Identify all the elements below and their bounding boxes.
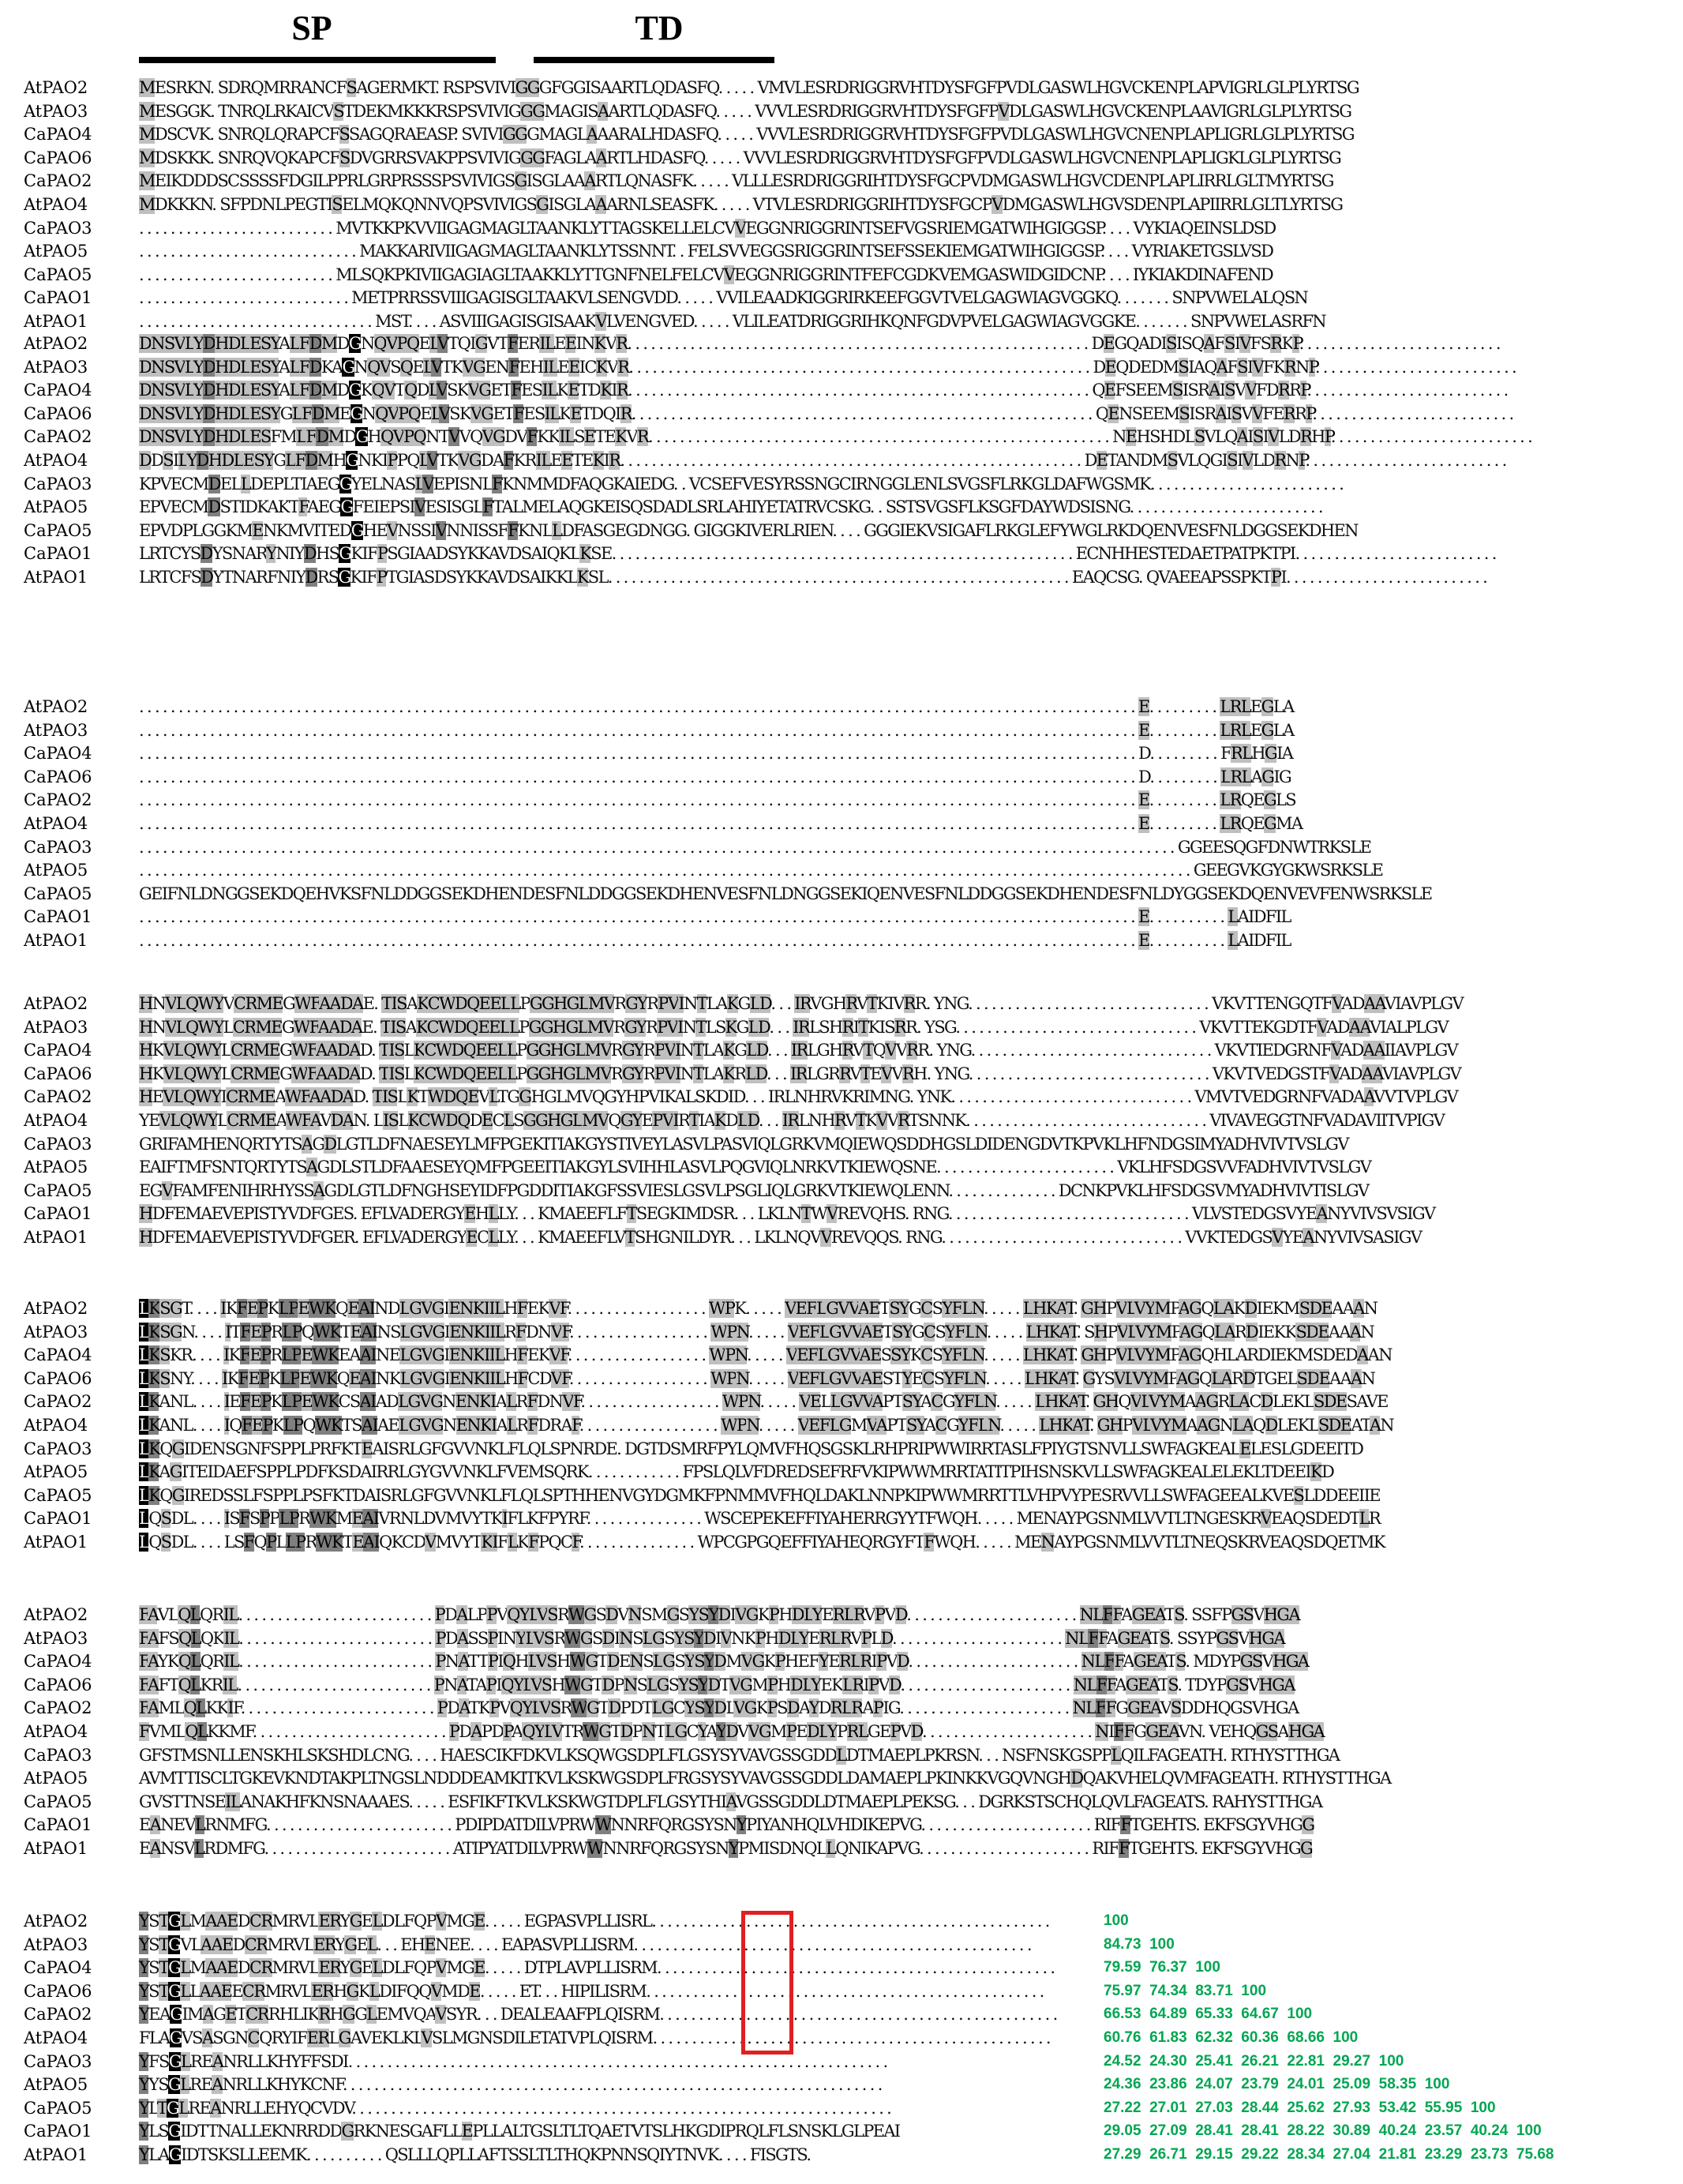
- sequence-text: . . . . . . . . . . . . . . . . . . . . . . . . . . . . MAKKARIVIIGAGMAGLTAANKLYTSSNNT. . FELSVVEGGSRIGGRINTSEFSSEKIEMGATWIHGIGGSP. . . . VYRIAKETGSLVSD: [139, 242, 1273, 261]
- domain-bar-sp: [139, 57, 496, 63]
- sequence-text: LKSKR. . . . IKFEPRLPEWKEAAINELGVGIENKIILHFEKVF. . . . . . . . . . . . . . . . . . WPN. . . . . VEFLGVVAESSYKCSYFLN. . . . . LHKAT. GHPVLVYMPAGQHLARDIEKMSDEDAAN: [139, 1345, 1392, 1365]
- sequence-name: CaPAO2: [24, 790, 92, 810]
- sequence-text: EPVDPLGGKMENKMVITEDGHEVNSSIVNNISSFFKNLLDFASGEGDNGG. GIGGKIVERLRIEN. . . . GGGIEKVSIGAFLRKGLEFYWGLRKDQENVESFNLDGGSEKDHEN: [139, 520, 1358, 540]
- sequence-name: AtPAO3: [24, 357, 88, 377]
- sequence-text: . . . . . . . . . . . . . . . . . . . . . . . . . . . . . . . . . . . . . . . . . . . . . . . . . . . . . . . . . . . . . . . . . . . . . . . . . . . . . . . . . . . . . . . . . . . . . . . . . . . . . . . . . . . . . . . . . . . . . . . . . . . . . . . E. . . . . . . . . . LAIDFIL: [139, 931, 1291, 950]
- sequence-text: GEIFNLDNGGSEKDQEHVKSFNLDDGGSEKDHENDESFNLDDGGSEKDHENVESFNLDNGGSEKIQENVESFNLDDGGSEKDHENDESFNLDYGGSEKDQENVEVFENWSRKSLE: [139, 884, 1432, 903]
- sequence-name: CaPAO1: [24, 544, 92, 564]
- sequence-name: CaPAO3: [24, 218, 92, 238]
- sequence-name: CaPAO6: [24, 403, 92, 423]
- sequence-text: DNSVLYDHDLESYALFDKAGNQVSQELVTKVGENFEHILEEICKVR. . . . . . . . . . . . . . . . . . . . . . . . . . . . . . . . . . . . . . . . . . . . . . . . . . . . . . . . . . . DEQDEDMSIAQAFSIVFKRNP. . . . . . . . . . . . . . . . . . . . . . . . . .: [139, 357, 1516, 377]
- sequence-text: . . . . . . . . . . . . . . . . . . . . . . . . . MVTKKPKVVIIGAGMAGLTAANKLYTTAGSKELLELCVVEGGNRIGGRINTSEFVGSRIEMGATWIHGIGGSP. . . . VYKIAQEINSLDSD: [139, 218, 1276, 238]
- sequence-text: LKANL. . . . IQFEPKLPQWKTSAIAELGVGNENKIALRFDRAF. . . . . . . . . . . . . . . . . . WPN. . . . . VEFLGMVAPTSYACGYFLN. . . . . LHKAT. GHPVLVYMAAGNLAQDLEKLSDEATAN: [139, 1416, 1393, 1435]
- sequence-name: CaPAO2: [24, 427, 92, 447]
- sequence-text: MEIKDDDSCSSSSFDGILPPRLGRPRSSSPSVIVIGSGISGLAAARTLQNASFK. . . . . VLLLESRDRIGGRIHTDYSFGCPVDMGASWLHGVCDENPLAPLIRRLGLTMYRTSG: [139, 171, 1333, 191]
- sequence-name: AtPAO2: [24, 334, 88, 353]
- sequence-text: AVMTTISCLTGKEVKNDTAKPLTNGSLNDDDEAMKITKVLKSKWGSDPLFRGSYSYVAVGSSGDDLDAMAEPLPKINKKVGQVNGHDQAKVHELQVMFAGEATH. RTHYSTTHGA: [139, 1769, 1391, 1788]
- sequence-text: LQSDL. . . . ISFSPPLPRWKMEAIVRNLDVMVYTKIFLKFPYRF. . . . . . . . . . . . . . . WSCEPEKEFFIYAHERRGYYTFWQH. . . . . MENAYPGSNMLVVTLTNGESKRVEAQSDEDTLR: [139, 1509, 1380, 1529]
- sequence-name: CaPAO6: [24, 148, 92, 167]
- sequence-text: GRIFAMHENQRTYTSAGDLGTLDFNAESEYLMFPGEKITIAKGYSTIVEYLASVLPASVIQLGRKVMQIEWQSDDHGSLDIDENGDVTKPVKLHFNDGSIMYADHVIVTVSLGV: [139, 1134, 1348, 1154]
- sequence-text: HEVLQWYICRMEAWFAADAD. TISLKTWDQEVLTGGHGLMVQGYHPVIKALSKDID. . . IRLNHRVKRIMNG. YNK. . . . . . . . . . . . . . . . . . . . . . . . . . . . . . . VMVTVEDGRNFVADAAVVTVPLGV: [139, 1087, 1457, 1107]
- sequence-text: FAFTQLKRIL. . . . . . . . . . . . . . . . . . . . . . . . . PNATAPIQYLVSHWGTDPNSLGSYSYDTVGMPHDLYEKLRIPVD. . . . . . . . . . . . . . . . . . . . . . NLFFAGEATS. TDYPGSVHGA: [139, 1675, 1295, 1694]
- sequence-text: HNVLQWYVCRMEGWFAADAE. TISAKCWDQEELLPGGHGLMVRGYRPVINTLAKGLD. . . IRVGHRVTKIVRR. YNG. . . . . . . . . . . . . . . . . . . . . . . . . . . . . . . VKVTTENGQTFVADAAVIAVPLGV: [139, 994, 1463, 1013]
- sequence-name: AtPAO1: [24, 931, 88, 950]
- identity-values: 66.53 64.89 65.33 64.67 100: [1104, 2006, 1313, 2023]
- sequence-text: YLSGIDTTNALLEKNRRDDGRKNESGAFLLEPLLALTGSLTLTQAETVTSLHKGDIPRQLFLSNSKLGLPEAI: [139, 2122, 900, 2141]
- sequence-text: EGVFAMFENIHRHYSSAGDLGTLDFNGHSEYIDFPGDDITIAKGFSSVIESLGSVLPSGLIQLGRKVTKIEWQLENN. . . . . . . . . . . . . . DCNKPVKLHFSDGSVMYADHVIVTISLGV: [139, 1180, 1369, 1200]
- sequence-text: LKSGT. . . . IKFEPKLPEWKQEAINDLGVGIENKIILHFEKVF. . . . . . . . . . . . . . . . . . WPK. . . . . VEFLGVVAETSYGCSYFLN. . . . . LHKAT. GHPVLVYMPAGQLAKDIEKMSDEAAAN: [139, 1299, 1378, 1318]
- sequence-name: CaPAO1: [24, 907, 92, 927]
- sequence-name: AtPAO4: [24, 2028, 88, 2047]
- sequence-name: CaPAO5: [24, 1180, 92, 1200]
- sequence-text: EANEVLRNMFG. . . . . . . . . . . . . . . . . . . . . . . . PDIPDATDILVPRWWNNRFQRGSYSNYPIYANHQLVHDIKEPVG. . . . . . . . . . . . . . . . . . . . . . RIFFTGEHTS. EKFSGYVHGG: [139, 1815, 1314, 1835]
- sequence-text: . . . . . . . . . . . . . . . . . . . . . . . . . . . . . . . . . . . . . . . . . . . . . . . . . . . . . . . . . . . . . . . . . . . . . . . . . . . . . . . . . . . . . . . . . . . . . . . . . . . . . . . . . . . . . . . . . . . . . . . . . . . . . . . E. . . . . . . . . LRLEGLA: [139, 720, 1294, 740]
- sequence-text: YSTGLMAAEDCRMRVLERYGELDLFQPVMGE. . . . . EGPASVPLLISRL. . . . . . . . . . . . . . . . . . . . . . . . . . . . . . . . . . . . . . . . . . . . . . . . . . .: [139, 1912, 1049, 1931]
- sequence-name: AtPAO3: [24, 1628, 88, 1648]
- sequence-text: YEVLQWYLCRMEAWFAVDAN. LISLKCWDQDECLSGGHGLMVQGYEPVIRTIAKDLD. . . IRLNHRVTKVVRTSNNK. . . . . . . . . . . . . . . . . . . . . . . . . . . . . . . VIVAVEGGTNFVADAVIITVPIGV: [139, 1111, 1445, 1130]
- sequence-name: CaPAO6: [24, 1981, 92, 2001]
- sequence-name: AtPAO4: [24, 195, 88, 214]
- sequence-text: HKVLQWYLCRMEGWFAADAD. TISLKCWDQEELLPGGHGLMVRGYRPVINTLAKRLD. . . IRLGRRVTEVVRH. YNG. . . . . . . . . . . . . . . . . . . . . . . . . . . . . . . VKVTVEDGSTFVADAAVIAVPLGV: [139, 1064, 1461, 1083]
- sequence-name: CaPAO1: [24, 1204, 92, 1224]
- sequence-text: LKQGIREDSSLFSPPLPSFKTDAISRLGFGVVNKLFLQLSPTHHENVGYDGMKFPNMMVFHQLDAKLNNPKIPWWMRRTTLVHPVYPESRVVLLSWFAGEEALKVESLDDEEIIE: [139, 1485, 1380, 1505]
- sequence-text: EPVECMDSTIDKAKTFAEGGFEIEPSIVESISGLFTALMELAQGKEISQSDADLSRLAHIYETATRVCSKG. . SSTSVGSFLKSGFDAYWDSISNG. . . . . . . . . . . . . . . . . . . . . . . . .: [139, 497, 1322, 517]
- sequence-text: FAYKQLQRIL. . . . . . . . . . . . . . . . . . . . . . . . . PNATTPIQHLVSHWGTDENSLGSYSYDMVGKPHEFYERLRIPVD. . . . . . . . . . . . . . . . . . . . . . NLFFAGEATS. MDYPGSVHGA: [139, 1652, 1309, 1672]
- sequence-text: YSTGLLAAEECRMRVLERHGKLDIFQQVMDE. . . . . ET. . . HIPILISRM. . . . . . . . . . . . . . . . . . . . . . . . . . . . . . . . . . . . . . . . . . . . . . . . . . .: [139, 1981, 1044, 2001]
- sequence-name: CaPAO6: [24, 767, 92, 786]
- sequence-name: CaPAO2: [24, 1392, 92, 1412]
- sequence-name: AtPAO5: [24, 861, 88, 880]
- sequence-text: DNSVLYDHDLESFMLFDMDGHQVPQNTVVQVGDVFKKILSETEKVR. . . . . . . . . . . . . . . . . . . . . . . . . . . . . . . . . . . . . . . . . . . . . . . . . . . . . . . . . . . NEHSHDLSVLQAISIVLDRHP. . . . . . . . . . . . . . . . . . . . . . . . . .: [139, 427, 1532, 447]
- sequence-text: . . . . . . . . . . . . . . . . . . . . . . . . . . . . . . . . . . . . . . . . . . . . . . . . . . . . . . . . . . . . . . . . . . . . . . . . . . . . . . . . . . . . . . . . . . . . . . . . . . . . . . . . . . . . . . . . . . . . . . . . . . . . . . . . . . . . . . GEEGVKGYGKWSRKSLE: [139, 861, 1383, 880]
- sequence-text: . . . . . . . . . . . . . . . . . . . . . . . . . . . . . . . . . . . . . . . . . . . . . . . . . . . . . . . . . . . . . . . . . . . . . . . . . . . . . . . . . . . . . . . . . . . . . . . . . . . . . . . . . . . . . . . . . . . . . . . . . . . . . . . D. . . . . . . . . FRLHGIA: [139, 744, 1293, 764]
- sequence-name: AtPAO4: [24, 1111, 88, 1130]
- domain-bar-td: [534, 57, 774, 63]
- sequence-text: YFSGLREANRLLKHYFFSDI. . . . . . . . . . . . . . . . . . . . . . . . . . . . . . . . . . . . . . . . . . . . . . . . . . . . . . . . . . . . . . . . . . . . .: [139, 2051, 887, 2071]
- sequence-text: LQSDL. . . . LSFQPLLPRWKTEAIQKCDVMVYTKIFLKFPQCF. . . . . . . . . . . . . . . WPCGPGQEFFIYAHEQRGYFTFWQH. . . . . MENAYPGSNMLVVTLTNEQSKRVEAQSDQETMK: [139, 1533, 1385, 1552]
- sequence-name: CaPAO5: [24, 265, 92, 284]
- sequence-text: YEAGIMAGETCRRHLIKRHGGLEMVQAVSYR. . . DEALEAAFPLQISRM. . . . . . . . . . . . . . . . . . . . . . . . . . . . . . . . . . . . . . . . . . . . . . . . . . .: [139, 2005, 1057, 2025]
- sequence-name: AtPAO2: [24, 1605, 88, 1624]
- sequence-text: KPVECMDELLDEPLTIAEGGYELNASLVEPISNLFKNMMDFAQGKAIEDG. . VCSEFVESYRSSNGCIRNGGLENLSVGSFLRKGLDAFWGSMK. . . . . . . . . . . . . . . . . . . . . . . . .: [139, 474, 1344, 493]
- sequence-name: CaPAO4: [24, 744, 92, 764]
- sequence-name: AtPAO1: [24, 1839, 88, 1858]
- sequence-name: AtPAO4: [24, 1722, 88, 1741]
- sequence-text: MESRKN. SDRQMRRANCFSAGERMKT. RSPSVIVIGGGFGGISAARTLQDASFQ. . . . . VMVLESRDRIGGRVHTDYSFGFPVDLGASWLHGVCKENPLAPVIGRLGLPLYRTSG: [139, 78, 1359, 97]
- sequence-name: CaPAO5: [24, 1485, 92, 1505]
- sequence-name: AtPAO1: [24, 1533, 88, 1552]
- sequence-text: YYSGLREANRLLKHYKCNF. . . . . . . . . . . . . . . . . . . . . . . . . . . . . . . . . . . . . . . . . . . . . . . . . . . . . . . . . . . . . . . . . . . . .: [139, 2075, 882, 2095]
- sequence-name: CaPAO5: [24, 2098, 92, 2118]
- identity-values: 100: [1104, 1912, 1129, 1929]
- sequence-name: CaPAO4: [24, 1345, 92, 1365]
- sequence-text: HDFEMAEVEPISTYVDFGER. EFLVADERGYECLLY. . . KMAEEFLVTSHGNILDYR. . . LKLNQVVREVQQS. RNG. . . . . . . . . . . . . . . . . . . . . . . . . . . . . . . VVKTEDGSVYEANYVIVSASIGV: [139, 1228, 1422, 1247]
- sequence-text: LKAGITEIDAEFSPPLPDFKSDAIRRLGYGVVNKLFVEMSQRK. . . . . . . . . . . . FPSLQLVFDREDSEFRFVKIPWWMRRTATITPIHSNSKVLLSWFAGKEALELEKLTDEEIKD: [139, 1462, 1334, 1482]
- sequence-text: YLTGLREANRLLEHYQCVDV. . . . . . . . . . . . . . . . . . . . . . . . . . . . . . . . . . . . . . . . . . . . . . . . . . . . . . . . . . . . . . . . . . . . .: [139, 2098, 891, 2118]
- identity-values: 27.29 26.71 29.15 29.22 28.34 27.04 21.81 23.29 23.73 75.68: [1104, 2146, 1554, 2163]
- sequence-name: CaPAO3: [24, 1745, 92, 1765]
- sequence-name: AtPAO3: [24, 101, 88, 121]
- sequence-name: CaPAO4: [24, 125, 92, 144]
- sequence-text: . . . . . . . . . . . . . . . . . . . . . . . . . MLSQKPKIVIIGAGIAGLTAAKKLYTTGNFNELFELCVVEGGNRIGGRINTFEFCGDKVEMGASWIDGIDCNP. . . . IYKIAKDINAFEND: [139, 265, 1273, 284]
- identity-values: 24.36 23.86 24.07 23.79 24.01 25.09 58.35 100: [1104, 2076, 1450, 2093]
- sequence-name: CaPAO5: [24, 520, 92, 540]
- sequence-text: FAVLQLQRIL. . . . . . . . . . . . . . . . . . . . . . . . . PDALPPVQYLVSRWGSDVNSMGSYSYDIVGKPHDLYERLRVPVD. . . . . . . . . . . . . . . . . . . . . . NLFFAGEATS. SSFPGSVHGA: [139, 1605, 1299, 1624]
- sequence-name: CaPAO4: [24, 381, 92, 400]
- sequence-name: CaPAO2: [24, 171, 92, 191]
- sequence-name: CaPAO2: [24, 1698, 92, 1718]
- sequence-name: AtPAO2: [24, 78, 88, 97]
- sequence-text: FVMLQLKKMF. . . . . . . . . . . . . . . . . . . . . . . . . PDAPDPAQYLVTRWGTDPNTLGCYAYDVVGMPEDLYPRLGEPVD. . . . . . . . . . . . . . . . . . . . . . NIFFGGEAVN. VEHQGSAHGA: [139, 1722, 1325, 1741]
- sequence-text: LKANL. . . . IEFEPKLPEWKCSAIADLGVGNENKIALRFDNVF. . . . . . . . . . . . . . . . . . WPN. . . . . VELLGVVAPTSYACGYFLN. . . . . LHKAT. GHQVLVYMAAGRLACDLEKLSDESAVE: [139, 1392, 1388, 1412]
- sequence-name: AtPAO3: [24, 1934, 88, 1954]
- domain-label-td: TD: [635, 9, 684, 47]
- sequence-name: CaPAO5: [24, 884, 92, 903]
- identity-values: 60.76 61.83 62.32 60.36 68.66 100: [1104, 2029, 1359, 2046]
- sequence-name: AtPAO4: [24, 814, 88, 833]
- sequence-text: LRTCYSDYSNARYNIYDHSGKIFPSGIAADSYKKAVDSAIQKLKSE. . . . . . . . . . . . . . . . . . . . . . . . . . . . . . . . . . . . . . . . . . . . . . . . . . . . . . . . . . . ECNHHESTEDAETPATPKTPI. . . . . . . . . . . . . . . . . . . . . . . . . .: [139, 544, 1496, 564]
- sequence-text: YLAGIDTSKSLLEEMK. . . . . . . . . . QSLLLQPLLAFTSSLTLTHQKPNNSQIYTNVK. . . . FISGTS.: [139, 2145, 811, 2164]
- sequence-text: LRTCFSDYTNARFNIYDRSGKIFPTGIASDSYKKAVDSAIKKLKSL. . . . . . . . . . . . . . . . . . . . . . . . . . . . . . . . . . . . . . . . . . . . . . . . . . . . . . . . . . . EAQCSG. QVAEEAPSSPKTPI. . . . . . . . . . . . . . . . . . . . . . . . . .: [139, 568, 1487, 587]
- sequence-text: YSTGVLAAEDCRMRVLERYGEL. . . EHENEE. . . . EAPASVPLLISRM. . . . . . . . . . . . . . . . . . . . . . . . . . . . . . . . . . . . . . . . . . . . . . . . . . .: [139, 1934, 1031, 1954]
- sequence-name: CaPAO6: [24, 1064, 92, 1083]
- sequence-name: AtPAO5: [24, 1462, 88, 1482]
- sequence-text: GVSTTNSEILANAKHFKNSNAAAES. . . . . ESFIKFTKVLKSKWGTDPLFLGSYTHIAVGSSGDDLDTMAEPLPEKSG. . . DGRKSTSCHQLQVLFAGEATS. RAHYSTTHGA: [139, 1792, 1322, 1811]
- sequence-name: CaPAO1: [24, 1815, 92, 1835]
- sequence-text: MDSCVK. SNRQLQRAPCFSSAGQRAEASP. SVIVIGGGMAGLAAARALHDASFQ. . . . . VVVLESRDRIGGRVHTDYSFGFPVDLGASWLHGVCNENPLAPLIGRLGLPLYRTSG: [139, 125, 1354, 144]
- sequence-name: CaPAO3: [24, 474, 92, 493]
- sequence-name: AtPAO2: [24, 697, 88, 716]
- sequence-text: LKQGIDENSGNFSPPLPRFKTEAISRLGFGVVNKLFLQLSPNRDE. DGTDSMRFPYLQMVFHQSGSKLRHPRIPWWIRRTASLFPIYGTSNVLLSWFAGKEALELESLGDEEITD: [139, 1439, 1363, 1458]
- sequence-name: CaPAO2: [24, 2005, 92, 2025]
- sequence-text: . . . . . . . . . . . . . . . . . . . . . . . . . . . . . . . . . . . . . . . . . . . . . . . . . . . . . . . . . . . . . . . . . . . . . . . . . . . . . . . . . . . . . . . . . . . . . . . . . . . . . . . . . . . . . . . . . . . . . . . . . . . . . . . E. . . . . . . . . LRLEGLA: [139, 697, 1294, 716]
- sequence-text: . . . . . . . . . . . . . . . . . . . . . . . . . . . . . . MST. . . . ASVIIIGAGISGISAAKVLVENGVED. . . . . VLILEATDRIGGRIHKQNFGDVPVELGAGWIAGVGGKE. . . . . . . SNPVWELASRFN: [139, 312, 1325, 331]
- sequence-name: AtPAO1: [24, 568, 88, 587]
- identity-values: 29.05 27.09 28.41 28.41 28.22 30.89 40.24 23.57 40.24 100: [1104, 2122, 1542, 2140]
- sequence-name: CaPAO3: [24, 837, 92, 857]
- sequence-name: CaPAO3: [24, 2051, 92, 2071]
- sequence-text: . . . . . . . . . . . . . . . . . . . . . . . . . . . . . . . . . . . . . . . . . . . . . . . . . . . . . . . . . . . . . . . . . . . . . . . . . . . . . . . . . . . . . . . . . . . . . . . . . . . . . . . . . . . . . . . . . . . . . . . . . . . . . . . E. . . . . . . . . . LAIDFIL: [139, 907, 1291, 927]
- sequence-name: CaPAO3: [24, 1439, 92, 1458]
- sequence-name: AtPAO2: [24, 994, 88, 1013]
- sequence-name: CaPAO1: [24, 2122, 92, 2141]
- sequence-text: YSTGLMAAEDCRMRVLERYGELDLFQPVMGE. . . . . DTPLAVPLLISRM. . . . . . . . . . . . . . . . . . . . . . . . . . . . . . . . . . . . . . . . . . . . . . . . . . .: [139, 1958, 1055, 1978]
- sequence-text: EAIFTMFSNTQRTYTSAGDLSTLDFAAESEYQMFPGEEITIAKGYLSVIHHLASVLPQGVIQLNRKVTKIEWQSNE. . . . . . . . . . . . . . . . . . . . . . . VKLHFSDGSVVFADHVIVTVSLGV: [139, 1158, 1371, 1177]
- identity-values: 84.73 100: [1104, 1935, 1175, 1953]
- sequence-text: . . . . . . . . . . . . . . . . . . . . . . . . . . . METPRRSSVIIIGAGISGLTAAKVLSENGVDD. . . . . VVILEAADKIGGRIRKEEFGGVTVELGAGWIAGVGGKQ. . . . . . . SNPVWELALQSN: [139, 288, 1308, 308]
- sequence-name: AtPAO1: [24, 312, 88, 331]
- sequence-name: AtPAO4: [24, 451, 88, 470]
- sequence-text: DDSILYDHDLESYGLFDMHGNKIPPQLVTKVGDAFKRILEETEKIR. . . . . . . . . . . . . . . . . . . . . . . . . . . . . . . . . . . . . . . . . . . . . . . . . . . . . . . . . . . DETANDMSVLQGISIVLDRNP. . . . . . . . . . . . . . . . . . . . . . . . . .: [139, 451, 1506, 470]
- sequence-name: AtPAO1: [24, 1228, 88, 1247]
- sequence-name: AtPAO3: [24, 1322, 88, 1342]
- sequence-name: CaPAO6: [24, 1675, 92, 1694]
- sequence-name: AtPAO2: [24, 1912, 88, 1931]
- sequence-name: CaPAO3: [24, 1134, 92, 1154]
- sequence-text: LKSGN. . . . ITFEPRLPQWKTEAINSLGVGIENKIILRFDNVF. . . . . . . . . . . . . . . . . . WPN. . . . . VEFLGVVAETSYGCSYFLN. . . . . LHKAT. SHPVLVYMPAGQLARDIEKKSDEAAAN: [139, 1322, 1374, 1342]
- sequence-text: LKSNY. . . . IKFEPKLPEWKQEAINKLGVGIENKIILHFCDVF. . . . . . . . . . . . . . . . . . WPN. . . . . VEFLGVVAESTYECSYFLN. . . . . LHKAT. GYSVLVYMPAGQLARDTGELSDEAAAN: [139, 1368, 1375, 1388]
- identity-values: 79.59 76.37 100: [1104, 1959, 1220, 1976]
- sequence-text: . . . . . . . . . . . . . . . . . . . . . . . . . . . . . . . . . . . . . . . . . . . . . . . . . . . . . . . . . . . . . . . . . . . . . . . . . . . . . . . . . . . . . . . . . . . . . . . . . . . . . . . . . . . . . . . . . . . . . . . . . . . . . . . E. . . . . . . . . LRQEGLS: [139, 790, 1295, 810]
- identity-values: 24.52 24.30 25.41 26.21 22.81 29.27 100: [1104, 2052, 1404, 2070]
- sequence-text: . . . . . . . . . . . . . . . . . . . . . . . . . . . . . . . . . . . . . . . . . . . . . . . . . . . . . . . . . . . . . . . . . . . . . . . . . . . . . . . . . . . . . . . . . . . . . . . . . . . . . . . . . . . . . . . . . . . . . . . . . . . . . . . . . . . . GGEESQGFDNWTRKSLE: [139, 837, 1371, 857]
- sequence-name: AtPAO5: [24, 2075, 88, 2095]
- sequence-text: HDFEMAEVEPISTYVDFGES. EFLVADERGYEHLLY. . . KMAEEFLFTSEGKIMDSR. . . LKLNTWVREVQHS. RNG. . . . . . . . . . . . . . . . . . . . . . . . . . . . . . . VLVSTEDGSVYEANYVIVSVSIGV: [139, 1204, 1435, 1224]
- sequence-text: GFSTMSNLLENSKHLSKSHDLCNG. . . . HAESCIKFDKVLKSQWGSDPLFLGSYSYVAVGSSGDDLDTMAEPLPKRSN. . . NSFNSKGSPPLQILFAGEATH. RTHYSTTHGA: [139, 1745, 1340, 1765]
- sequence-text: EANSVLRDMFG. . . . . . . . . . . . . . . . . . . . . . . . ATIPYATDILVPRWWNNRFQRGSYSNYPMISDNQLLQNIKAPVG. . . . . . . . . . . . . . . . . . . . . . RIFFTGEHTS. EKFSGYVHGG: [139, 1839, 1313, 1858]
- sequence-name: CaPAO6: [24, 1368, 92, 1388]
- sequence-name: AtPAO5: [24, 497, 88, 517]
- identity-values: 75.97 74.34 83.71 100: [1104, 1982, 1267, 1999]
- sequence-name: CaPAO2: [24, 1087, 92, 1107]
- sequence-text: MDKKKN. SFPDNLPEGTISELMQKQNNVQPSVIVIGSGISGLAAARNLSEASFK. . . . . VTVLESRDRIGGRIHTDYSFGCPVDMGASWLHGVSDENPLAPIIRRLGLTLYRTSG: [139, 195, 1343, 214]
- sequence-text: DNSVLYDHDLESYALFDMDGKQVTQDLVSKVGETFESILKETDKIR. . . . . . . . . . . . . . . . . . . . . . . . . . . . . . . . . . . . . . . . . . . . . . . . . . . . . . . . . . . QEFSEEMSISRAISVVFDRRP. . . . . . . . . . . . . . . . . . . . . . . . . .: [139, 381, 1508, 400]
- sequence-text: FAMLQLKKIF. . . . . . . . . . . . . . . . . . . . . . . . . PDATKPVQYLVSRWGTDPDTLGCYSYDLVGKPSDAYDRLRAPIG. . . . . . . . . . . . . . . . . . . . . . NLFFGGEAVSDDHQGSVHGA: [139, 1698, 1299, 1718]
- sequence-text: . . . . . . . . . . . . . . . . . . . . . . . . . . . . . . . . . . . . . . . . . . . . . . . . . . . . . . . . . . . . . . . . . . . . . . . . . . . . . . . . . . . . . . . . . . . . . . . . . . . . . . . . . . . . . . . . . . . . . . . . . . . . . . . D. . . . . . . . . LRLAGIG: [139, 767, 1291, 786]
- sequence-name: CaPAO1: [24, 1509, 92, 1529]
- sequence-text: FAFSQLQKIL. . . . . . . . . . . . . . . . . . . . . . . . . PDASSPINYLVSRWGSDINSLGSYSYDIVNKPHDLYERLRVPLD. . . . . . . . . . . . . . . . . . . . . . NLFFAGEATS. SSYPGSVHGA: [139, 1628, 1284, 1648]
- sequence-text: MDSKKK. SNRQVQKAPCFSDVGRRSVAKPPSVIVIGGGFAGLAARTLHDASFQ. . . . . VVVLESRDRIGGRVHTDYSFGFPVDLGASWLHGVCNENPLAPLIGKLGLPLYRTSG: [139, 148, 1341, 167]
- sequence-name: CaPAO4: [24, 1958, 92, 1978]
- sequence-name: AtPAO5: [24, 1158, 88, 1177]
- sequence-name: CaPAO5: [24, 1792, 92, 1811]
- srm-motif-box: [741, 1911, 793, 2055]
- domain-label-sp: SP: [291, 9, 332, 47]
- sequence-name: CaPAO4: [24, 1652, 92, 1672]
- sequence-name: AtPAO4: [24, 1416, 88, 1435]
- sequence-text: MESGGK. TNRQLRKAICVSTDEKMKKKRSPSVIVIGGGMAGISAARTLQDASFQ. . . . . VVVLESRDRIGGRVHTDYSFGFPVDLGASWLHGVCKENPLAAVIGRLGLPLYRTSG: [139, 101, 1351, 121]
- sequence-name: AtPAO2: [24, 1299, 88, 1318]
- identity-values: 27.22 27.01 27.03 28.44 25.62 27.93 53.42 55.95 100: [1104, 2099, 1496, 2116]
- sequence-text: DNSVLYDHDLESYALFDMDGNQVPQELVTQIGVTFERILEEINKVR. . . . . . . . . . . . . . . . . . . . . . . . . . . . . . . . . . . . . . . . . . . . . . . . . . . . . . . . . . . DEGQADISISQAFSIVFSRKP. . . . . . . . . . . . . . . . . . . . . . . . . .: [139, 334, 1500, 353]
- sequence-text: HKVLQWYLCRMEGWFAADAD. TISLKCWDQEELLPGGHGLMVRGYRPVINTLAKGLD. . . IRLGHRVTQVVRR. YNG. . . . . . . . . . . . . . . . . . . . . . . . . . . . . . . VKVTIEDGRNFVADAAIIAVPLGV: [139, 1041, 1457, 1060]
- sequence-name: AtPAO1: [24, 2145, 88, 2164]
- sequence-text: HNVLQWYLCRMEGWFAADAE. TISAKCWDQEELLPGGHGLMVRGYRPVINTLSKGLD. . . IRLSHRITKISRR. YSG. . . . . . . . . . . . . . . . . . . . . . . . . . . . . . . VKVTTEKGDTFVADAAVIALPLGV: [139, 1017, 1448, 1037]
- sequence-name: AtPAO5: [24, 242, 88, 261]
- sequence-name: AtPAO5: [24, 1769, 88, 1788]
- sequence-text: . . . . . . . . . . . . . . . . . . . . . . . . . . . . . . . . . . . . . . . . . . . . . . . . . . . . . . . . . . . . . . . . . . . . . . . . . . . . . . . . . . . . . . . . . . . . . . . . . . . . . . . . . . . . . . . . . . . . . . . . . . . . . . . E. . . . . . . . . LRQEGMA: [139, 814, 1303, 833]
- sequence-name: AtPAO3: [24, 720, 88, 740]
- sequence-name: CaPAO1: [24, 288, 92, 308]
- sequence-name: AtPAO3: [24, 1017, 88, 1037]
- sequence-text: DNSVLYDHDLESYGLFDMEGNQVPQELVSKVGETFESILKETDQIR. . . . . . . . . . . . . . . . . . . . . . . . . . . . . . . . . . . . . . . . . . . . . . . . . . . . . . . . . . . QENSEEMSISRAISVVFERRP. . . . . . . . . . . . . . . . . . . . . . . . . .: [139, 403, 1513, 423]
- sequence-text: FLAGVSASGNCQRYIFERLGAVEKLKLVSLMGNSDILETATVPLQISRM. . . . . . . . . . . . . . . . . . . . . . . . . . . . . . . . . . . . . . . . . . . . . . . . . . .: [139, 2028, 1050, 2047]
- sequence-name: CaPAO4: [24, 1041, 92, 1060]
